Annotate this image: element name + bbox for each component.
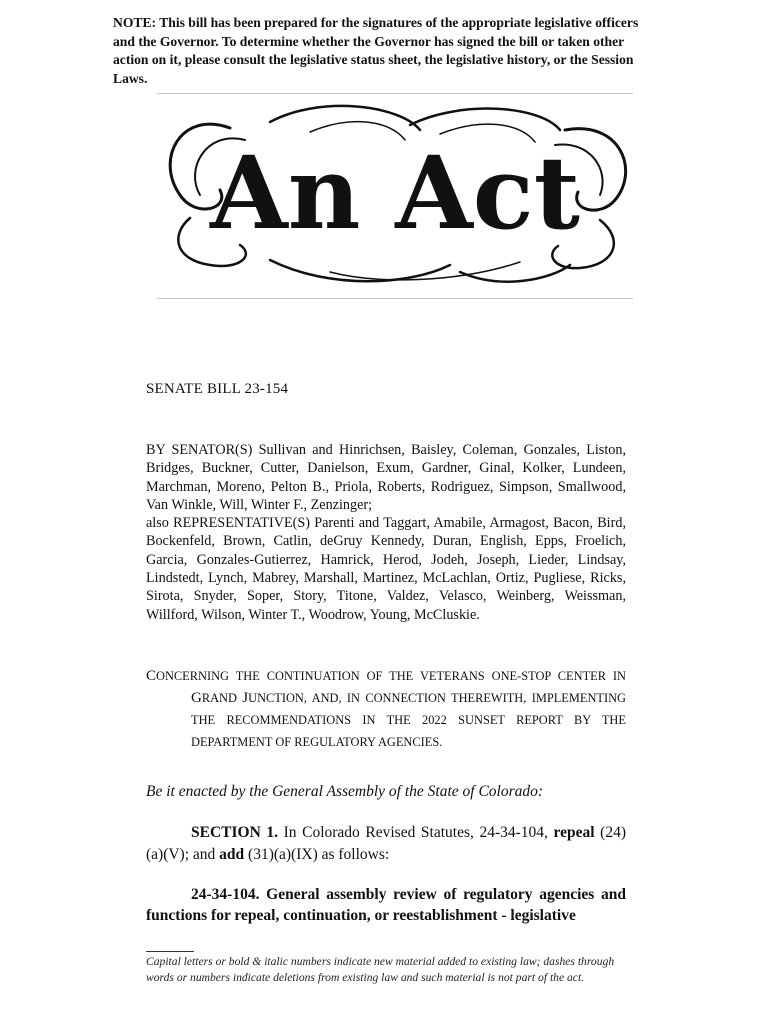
- add-keyword: add: [219, 846, 245, 863]
- bill-title: [146, 665, 626, 753]
- banner-title: An Act: [210, 134, 580, 252]
- status-note: NOTE: This bill has been prepared for the signatures of the appropriate legislative officers and the Governor. To determine whether the Governor has signed the bill or taken other action on it, please consult the legislative status sheet, the legislative history, or the Session Laws.: [113, 15, 639, 86]
- an-act-banner: [160, 100, 630, 292]
- enacting-clause: Be it enacted by the General Assembly of the State of Colorado:: [146, 783, 544, 800]
- section-1-text-a: In Colorado Revised Statutes, 24-34-104,: [278, 824, 554, 841]
- footnote: Capital letters or bold & italic numbers indicate new material added to existing law; dashes through words or numbers indicate deletions from existing law and such material is not part of the act.: [146, 955, 615, 984]
- repeal-keyword: repeal: [553, 824, 595, 841]
- senate-sponsors: BY SENATOR(S) Sullivan and Hinrichsen, Baisley, Coleman, Gonzales, Liston, Bridges, Buckner, Cutter, Danielson, Exum, Gardner, Ginal, Kolker, Lundeen, Marchman, Moreno, Pelton B., Priola, Roberts, Rodriguez, Simpson, Smallwood, Van Winkle, Will, Winter F., Zenzinger;: [146, 442, 626, 513]
- banner-top-rule: [157, 93, 633, 94]
- footnote-rule: [146, 951, 194, 952]
- bill-number: SENATE BILL 23-154: [146, 381, 289, 397]
- banner-bottom-rule: [157, 298, 633, 299]
- section-1: [146, 822, 626, 866]
- sponsors-block: [146, 441, 626, 624]
- section-1-text-c: (31)(a)(IX) as follows:: [244, 846, 390, 863]
- concerning-clause: CONCERNING THE CONTINUATION OF THE VETERANS ONE-STOP CENTER IN GRAND JUNCTION, AND, IN CONNECTION THEREWITH, IMPLEMENTING THE RECOMMENDATIONS IN THE 2022 SUNSET REPORT BY THE DEPARTMENT OF REGULATORY AGENCIES.: [146, 668, 626, 749]
- section-1-label: SECTION 1.: [191, 824, 278, 841]
- house-sponsors: also REPRESENTATIVE(S) Parenti and Taggart, Amabile, Armagost, Bacon, Bird, Bockenfeld, Brown, Catlin, deGruy Kennedy, Duran, English, Epps, Froelich, Garcia, Gonzales-Gutierrez, Hamrick, Herod, Jodeh, Joseph, Lieder, Lindsay, Lindstedt, Lynch, Mabrey, Marshall, Martinez, McLachlan, Ortiz, Pugliese, Ricks, Sirota, Snyder, Soper, Story, Titone, Valdez, Velasco, Weinberg, Weissman, Willford, Wilson, Winter T., Woodrow, Young, McCluskie.: [146, 515, 626, 623]
- section-1-text-b: (24)(a)(V); and: [146, 824, 626, 863]
- statute-section-heading: 24-34-104. General assembly review of regulatory agencies and functions for repeal, continuation, or reestablishment - legislative: [146, 886, 626, 924]
